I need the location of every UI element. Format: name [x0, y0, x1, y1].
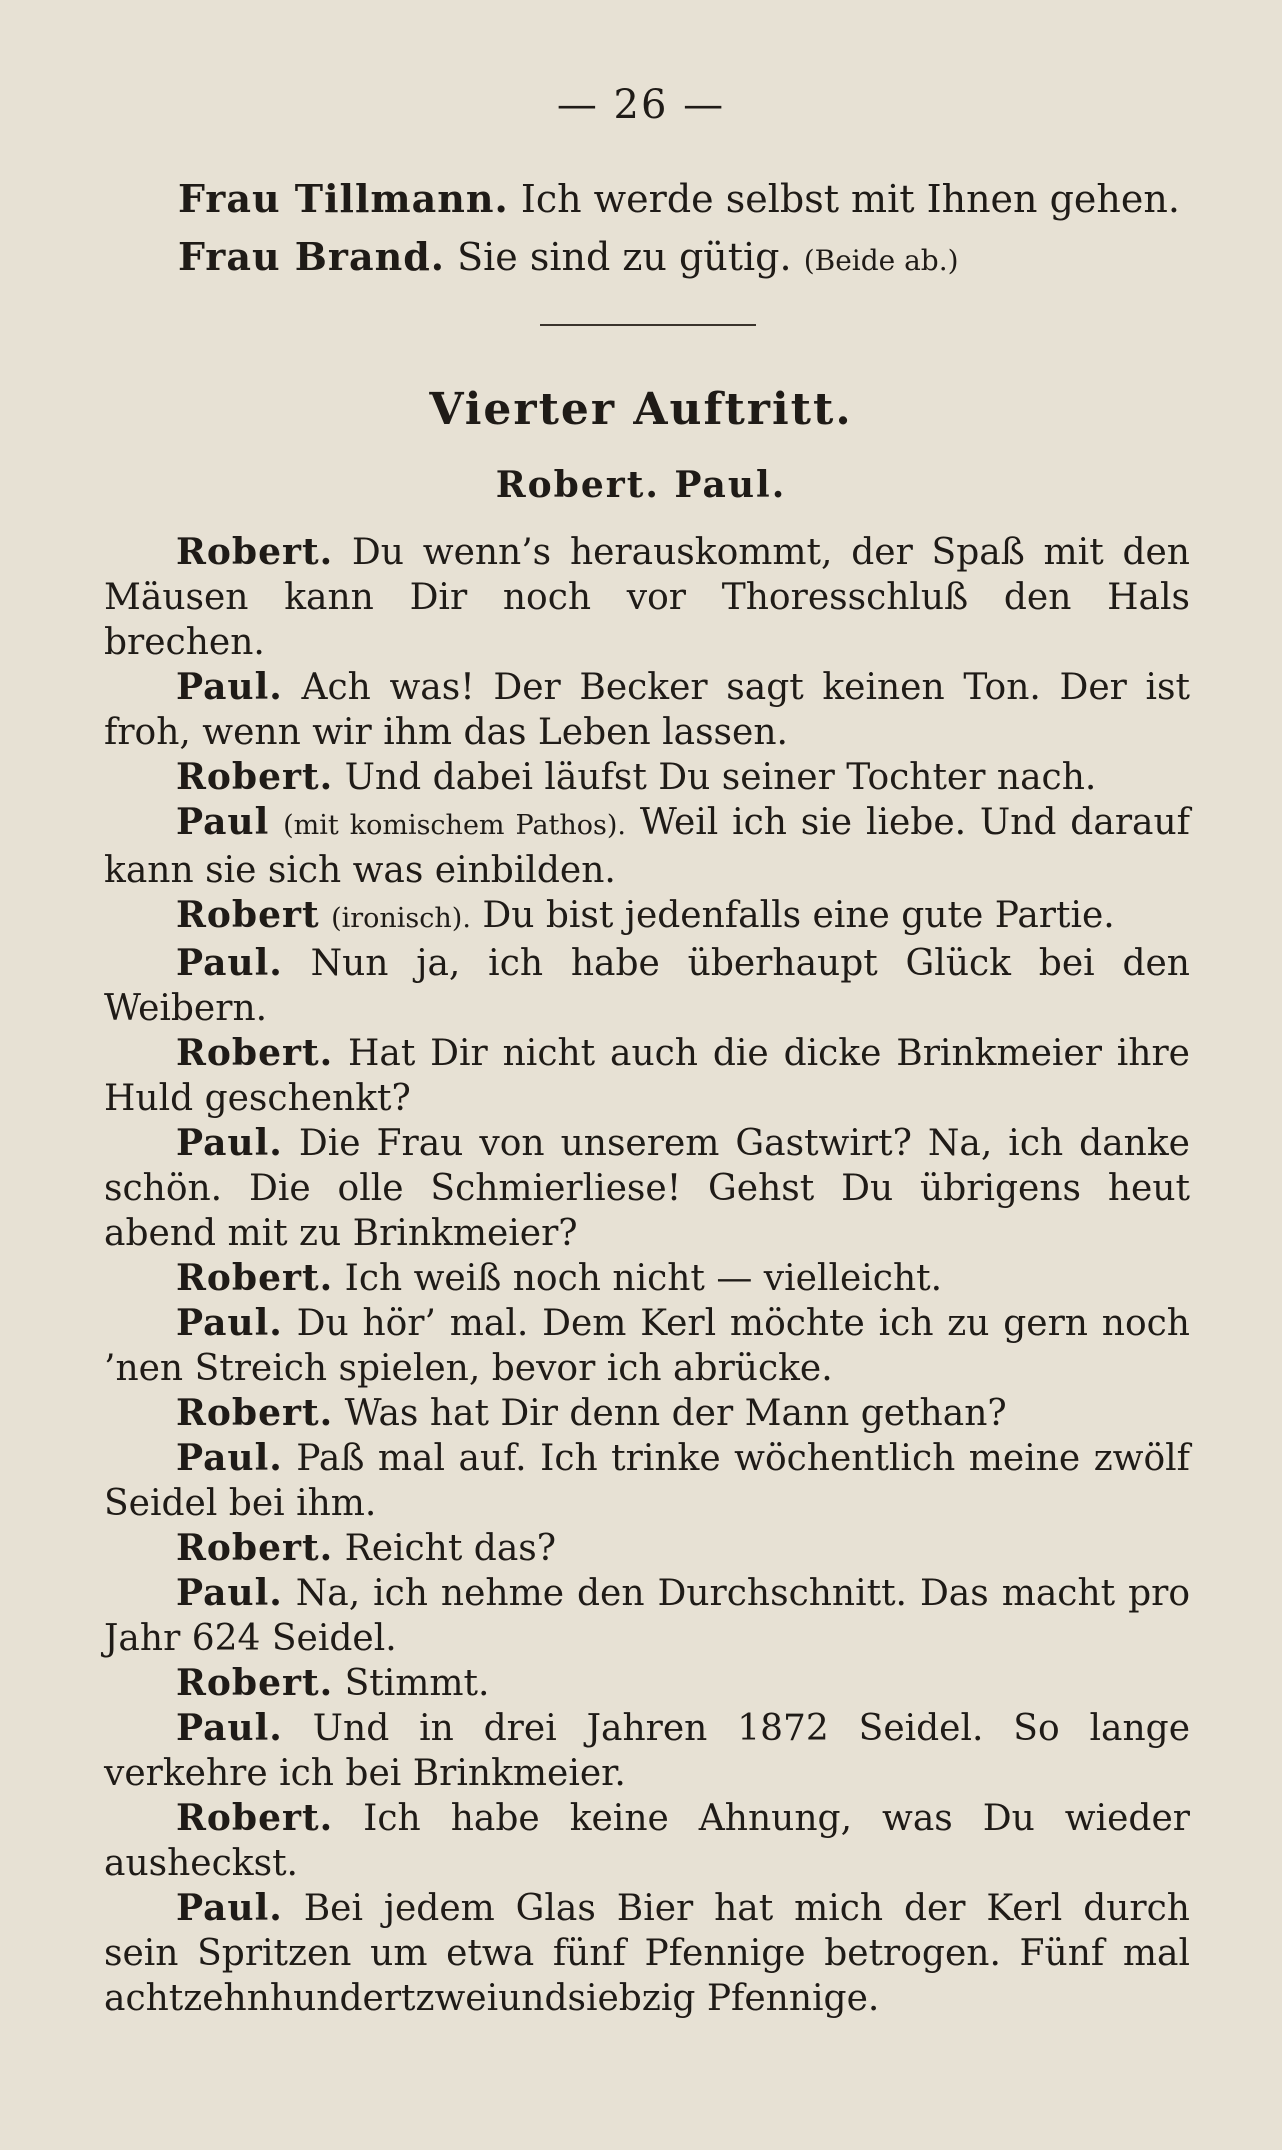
- speaker-name: Robert.: [176, 1527, 334, 1569]
- dialogue-line: [104, 1256, 1190, 1301]
- stage-direction: (ironisch).: [331, 903, 471, 934]
- dialogue-text: Hat Dir nicht auch die dicke Brinkmeier ihre Huld geschenkt?: [104, 1033, 1190, 1119]
- dialogue-block: [104, 530, 1190, 2021]
- dialogue-line: [104, 1796, 1190, 1886]
- dialogue-line: [104, 1886, 1190, 2021]
- dialogue-text: Ich werde selbst mit Ihnen gehen.: [520, 177, 1180, 221]
- speaker-name: Robert.: [176, 1392, 334, 1434]
- dialogue-line: [104, 530, 1190, 665]
- dialogue-text: Sie sind zu gütig.: [457, 235, 792, 279]
- dialogue-text: Und dabei läufst Du seiner Tochter nach.: [344, 757, 1097, 798]
- dialogue-text: Und in drei Jahren 1872 Seidel. So lange verkehre ich bei Brinkmeier.: [104, 1708, 1190, 1794]
- scene-title: Vierter Auftritt.: [429, 384, 853, 435]
- speaker-name: Paul.: [176, 1572, 283, 1614]
- dialogue-line: [104, 893, 1190, 941]
- speaker-name: Robert.: [176, 1257, 334, 1299]
- stage-direction: (Beide ab.): [803, 244, 959, 277]
- dialogue-text: Du hör’ mal. Dem Kerl möchte ich zu gern noch ’nen Streich spielen, bevor ich abrücke.: [104, 1303, 1190, 1389]
- dialogue-text: Nun ja, ich habe überhaupt Glück bei den Weibern.: [104, 943, 1190, 1029]
- dialogue-text: Ich weiß noch nicht — vielleicht.: [344, 1258, 943, 1299]
- previous-scene-ending: [178, 170, 1178, 290]
- speaker-name: Paul.: [176, 1302, 283, 1344]
- dialogue-text: Paß mal auf. Ich trinke wöchentlich meine zwölf Seidel bei ihm.: [104, 1438, 1190, 1524]
- speaker-name: Paul.: [176, 1437, 283, 1479]
- dialogue-line: [104, 1301, 1190, 1391]
- dialogue-line: [104, 755, 1190, 800]
- dialogue-text: Bei jedem Glas Bier hat mich der Kerl durch sein Spritzen um etwa fünf Pfennige betrogen. Fünf mal achtzehnhundertzweiundsiebzig Pfennige.: [104, 1888, 1190, 2019]
- speaker-name: Robert.: [176, 531, 334, 573]
- speaker-name: Paul.: [176, 1887, 283, 1929]
- dialogue-text: Reicht das?: [344, 1528, 557, 1569]
- dialogue-line: [104, 665, 1190, 755]
- dialogue-line: [178, 170, 1178, 228]
- dialogue-line: [104, 1526, 1190, 1571]
- speaker-name: Robert: [176, 894, 320, 936]
- speaker-name: Paul.: [176, 942, 283, 984]
- speaker-name: Paul.: [176, 1707, 283, 1749]
- dialogue-line: [104, 1121, 1190, 1256]
- section-divider: [540, 324, 756, 326]
- dialogue-text: Na, ich nehme den Durchschnitt. Das macht pro Jahr 624 Seidel.: [104, 1573, 1190, 1659]
- stage-direction: (mit komischem Pathos).: [283, 810, 627, 841]
- dialogue-text: Du wenn’s herauskommt, der Spaß mit den Mäusen kann Dir noch vor Thoresschluß den Hals brechen.: [104, 532, 1190, 663]
- speaker-name: Frau Brand.: [178, 234, 445, 279]
- scene-cast: Robert. Paul.: [495, 464, 787, 506]
- speaker-name: Paul.: [176, 1122, 283, 1164]
- dialogue-line: [104, 941, 1190, 1031]
- dialogue-line: [104, 1391, 1190, 1436]
- dialogue-line: [104, 1661, 1190, 1706]
- dialogue-line: [104, 1571, 1190, 1661]
- dialogue-line: [104, 1436, 1190, 1526]
- dialogue-line: [178, 228, 1178, 290]
- speaker-name: Robert.: [176, 1032, 334, 1074]
- speaker-name: Robert.: [176, 756, 334, 798]
- dialogue-text: Die Frau von unserem Gastwirt? Na, ich danke schön. Die olle Schmierliese! Gehst Du übrigens heut abend mit zu Brinkmeier?: [104, 1123, 1190, 1254]
- page-number: — 26 —: [556, 82, 726, 128]
- dialogue-line: [104, 1031, 1190, 1121]
- speaker-name: Paul: [176, 801, 270, 843]
- dialogue-line: [104, 1706, 1190, 1796]
- speaker-name: Robert.: [176, 1662, 334, 1704]
- dialogue-text: Du bist jedenfalls eine gute Partie.: [482, 895, 1115, 936]
- dialogue-line: [104, 800, 1190, 893]
- dialogue-text: Was hat Dir denn der Mann gethan?: [344, 1393, 1007, 1434]
- dialogue-text: Stimmt.: [344, 1663, 490, 1704]
- speaker-name: Frau Tillmann.: [178, 176, 509, 221]
- dialogue-text: Weil ich sie liebe. Und darauf kann sie sich was einbilden.: [104, 802, 1190, 891]
- dialogue-text: Ich habe keine Ahnung, was Du wieder ausheckst.: [104, 1798, 1190, 1884]
- speaker-name: Robert.: [176, 1797, 334, 1839]
- speaker-name: Paul.: [176, 666, 283, 708]
- dialogue-text: Ach was! Der Becker sagt keinen Ton. Der ist froh, wenn wir ihm das Leben lassen.: [104, 667, 1190, 753]
